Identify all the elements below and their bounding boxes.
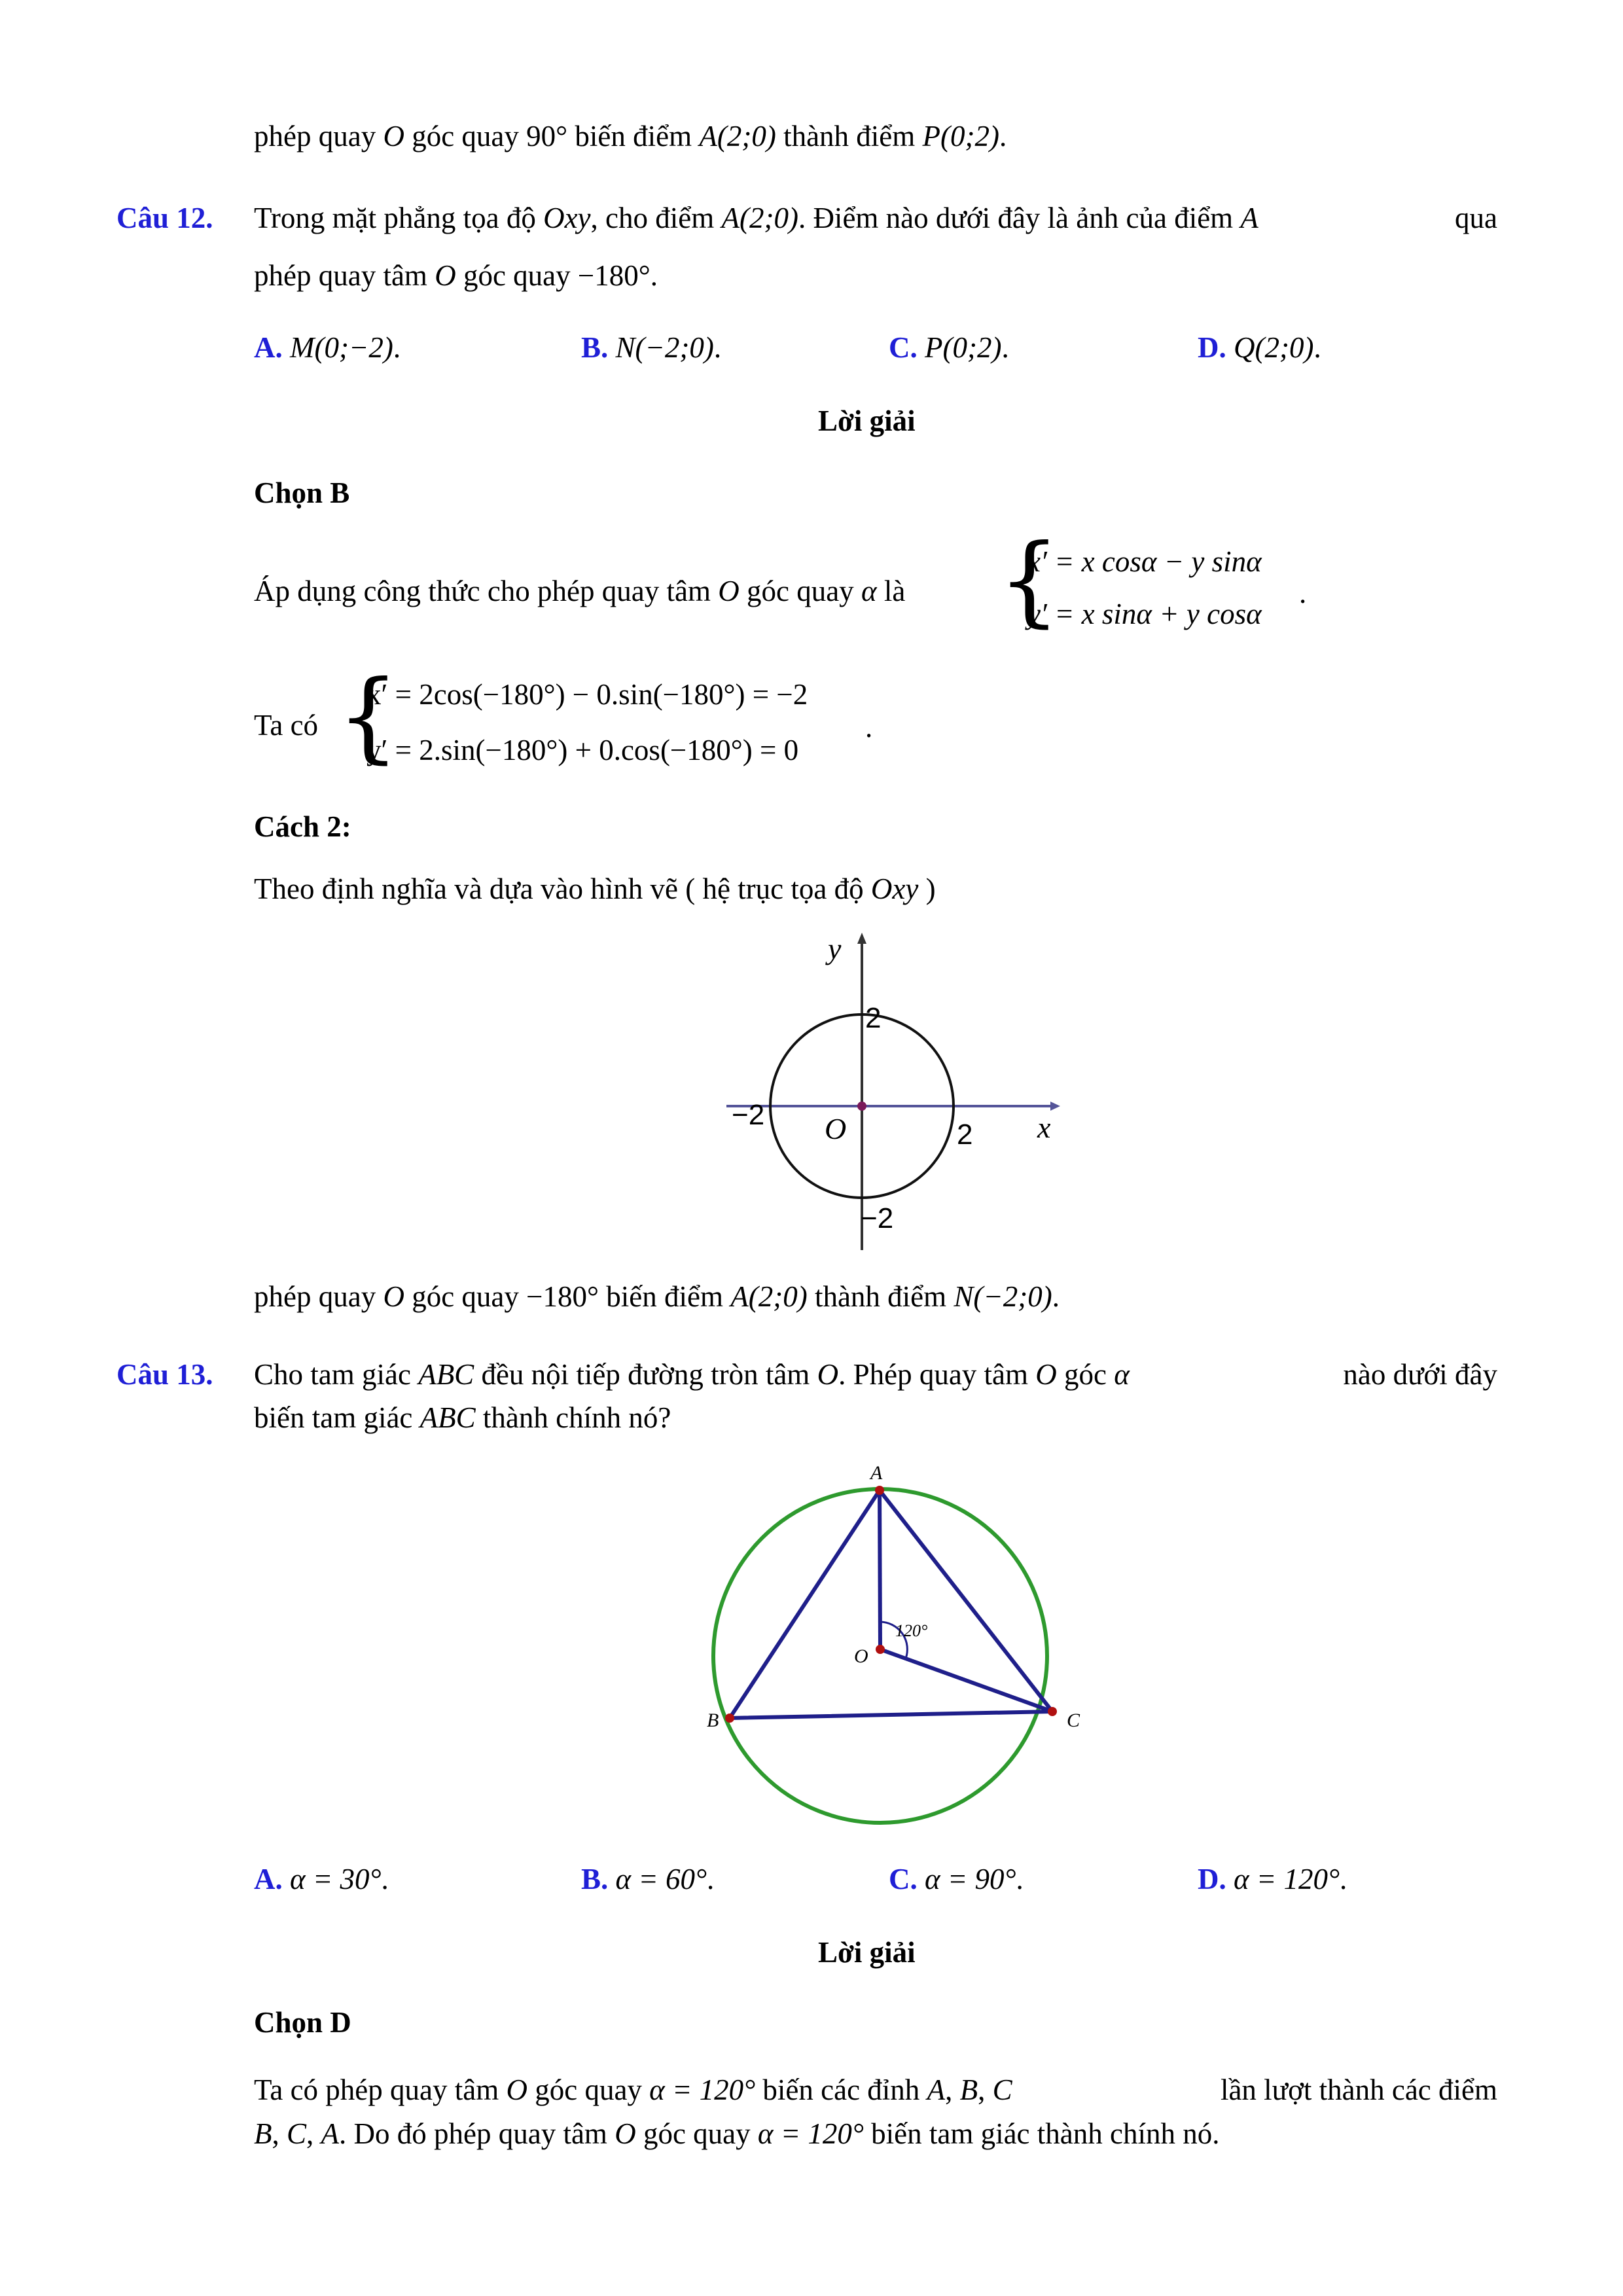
label-o: O xyxy=(854,1645,868,1667)
point-a xyxy=(875,1486,884,1495)
rotation-axes-figure xyxy=(720,929,1060,1257)
t: O xyxy=(615,2117,636,2150)
q12-formula-intro xyxy=(254,573,905,609)
q12-solution-title: Lời giải xyxy=(818,404,916,437)
q12-label: Câu 12. xyxy=(116,202,213,234)
t: góc quay xyxy=(404,1280,527,1313)
t: . Điểm nào dưới đây là ảnh của điểm xyxy=(798,202,1241,234)
t: P(0;2) xyxy=(922,120,999,152)
q12-option-b[interactable] xyxy=(581,331,721,365)
t: . xyxy=(1016,1863,1024,1895)
fig-tick-top: 2 xyxy=(865,1002,882,1034)
fig-origin-label: O xyxy=(825,1112,847,1145)
q12-option-c[interactable] xyxy=(889,331,1009,365)
t: ABC xyxy=(419,1401,476,1434)
t: , xyxy=(272,2117,287,2150)
calc-brace: { xyxy=(337,660,400,774)
q13-label: Câu 13. xyxy=(116,1358,213,1391)
t: là xyxy=(876,575,906,607)
t: O xyxy=(435,259,456,292)
t: góc xyxy=(1056,1358,1115,1391)
formula-brace: { xyxy=(998,524,1061,637)
t: B xyxy=(959,2073,978,2106)
q13-solution-title: Lời giải xyxy=(818,1936,916,1969)
t: Oxy xyxy=(870,872,919,905)
t: B xyxy=(254,2117,272,2150)
option-letter: B. xyxy=(581,331,609,364)
t: . Phép quay tâm xyxy=(838,1358,1036,1391)
option-letter: D. xyxy=(1198,1863,1226,1895)
t: N(−2;0) xyxy=(954,1280,1052,1313)
t: biến các đỉnh xyxy=(755,2073,927,2106)
t: Áp dụng công thức cho phép quay tâm xyxy=(254,575,719,607)
t: Ta có phép quay tâm xyxy=(254,2073,507,2106)
formula-line2: y′ = x sinα + y cosα xyxy=(1027,598,1262,630)
option-letter: B. xyxy=(581,1863,609,1895)
t: góc quay xyxy=(527,2073,650,2106)
calc-line2: y′ = 2.sin(−180°) + 0.cos(−180°) = 0 xyxy=(366,734,799,766)
t: . xyxy=(1313,331,1321,364)
q13-option-c[interactable] xyxy=(889,1862,1024,1896)
q12-taco: Ta có xyxy=(254,709,319,742)
t: . xyxy=(1052,1280,1060,1313)
option-text: N(−2;0) xyxy=(615,331,714,364)
t: C xyxy=(992,2073,1012,2106)
t: O xyxy=(817,1358,839,1391)
t: C xyxy=(287,2117,307,2150)
fig-tick-bottom: −2 xyxy=(861,1202,894,1234)
t: phép quay xyxy=(254,1280,383,1313)
label-c: C xyxy=(1067,1710,1080,1731)
t: . xyxy=(1001,331,1009,364)
fig-tick-right: 2 xyxy=(957,1119,973,1151)
t: α xyxy=(861,575,877,607)
t: α = 120° xyxy=(649,2073,756,2106)
q12-definition-line xyxy=(254,870,936,907)
label-angle: 120° xyxy=(895,1621,928,1640)
calc-line1: x′ = 2cos(−180°) − 0.sin(−180°) = −2 xyxy=(366,678,808,711)
t: Cho tam giác xyxy=(254,1358,419,1391)
triangle-circle-figure xyxy=(694,1460,1139,1826)
q13-choice: Chọn D xyxy=(254,2006,351,2039)
y-axis-arrow xyxy=(857,933,866,944)
t: ) xyxy=(918,872,936,905)
option-letter: A. xyxy=(254,331,283,364)
t: góc quay xyxy=(635,2117,758,2150)
t: , xyxy=(978,2073,993,2106)
t: thành chính nó? xyxy=(475,1401,671,1434)
fig-x-label: x xyxy=(1037,1111,1051,1144)
t: thành điểm xyxy=(807,1280,954,1313)
t: đều nội tiếp đường tròn tâm xyxy=(474,1358,817,1391)
intro-line xyxy=(254,118,1007,154)
t: , xyxy=(306,2117,321,2150)
option-text: α = 90° xyxy=(925,1863,1016,1895)
fig-tick-left: −2 xyxy=(732,1099,765,1131)
t: góc quay xyxy=(455,259,578,292)
t: . xyxy=(999,120,1007,152)
t: A(2;0) xyxy=(721,202,798,234)
t: , xyxy=(945,2073,960,2106)
q13-solution-line1 xyxy=(254,2072,1497,2108)
t: Oxy xyxy=(543,202,591,234)
point-b xyxy=(725,1713,734,1723)
t: 90° xyxy=(526,120,568,152)
option-text: α = 120° xyxy=(1234,1863,1340,1895)
t: A xyxy=(321,2117,340,2150)
t: biến tam giác thành chính nó. xyxy=(863,2117,1220,2150)
t: α xyxy=(1114,1358,1130,1391)
formula-period: . xyxy=(1299,577,1307,609)
t: biến điểm xyxy=(599,1280,731,1313)
option-letter: A. xyxy=(254,1863,283,1895)
t: O xyxy=(383,1280,404,1313)
t: A(2;0) xyxy=(699,120,776,152)
t: nào dưới đây xyxy=(1343,1358,1497,1391)
t: phép quay xyxy=(254,120,383,152)
t: A xyxy=(1240,202,1258,234)
t: α = 120° xyxy=(757,2117,864,2150)
q13-option-a[interactable] xyxy=(254,1862,389,1896)
t: . xyxy=(381,1863,389,1895)
formula-line1: x′ = x cosα − y sinα xyxy=(1027,545,1262,578)
t: lần lượt thành các điểm xyxy=(1220,2073,1497,2106)
fig-y-label: y xyxy=(828,932,842,965)
q12-option-a[interactable] xyxy=(254,331,401,365)
t: , cho điểm xyxy=(590,202,722,234)
t: −180° xyxy=(577,259,651,292)
t: O xyxy=(383,120,404,152)
q13-option-d[interactable] xyxy=(1198,1862,1347,1896)
origin-point xyxy=(857,1102,866,1111)
t: thành điểm xyxy=(776,120,923,152)
option-letter: D. xyxy=(1198,331,1226,364)
t: góc quay xyxy=(404,120,527,152)
t: A xyxy=(927,2073,946,2106)
q12-stem-line2 xyxy=(254,257,658,294)
option-text: α = 30° xyxy=(290,1863,382,1895)
t: biến tam giác xyxy=(254,1401,420,1434)
t: −180° xyxy=(526,1280,599,1313)
option-text: Q(2;0) xyxy=(1234,331,1314,364)
q13-stem-line2 xyxy=(254,1399,671,1436)
t: . xyxy=(393,331,401,364)
t: O xyxy=(1035,1358,1057,1391)
q12-result-line xyxy=(254,1278,1060,1315)
q12-stem-line1 xyxy=(254,200,1497,236)
t: . xyxy=(650,259,658,292)
t: phép quay tâm xyxy=(254,259,435,292)
t: Theo định nghĩa và dựa vào hình vẽ ( hệ trục tọa độ xyxy=(254,872,871,905)
t: . xyxy=(713,331,722,364)
label-b: B xyxy=(707,1710,719,1731)
option-text: α = 60° xyxy=(615,1863,707,1895)
point-o xyxy=(876,1645,885,1654)
q13-solution-line2 xyxy=(254,2115,1219,2152)
q13-option-b[interactable] xyxy=(581,1862,714,1896)
option-letter: C. xyxy=(889,1863,918,1895)
t: biến điểm xyxy=(567,120,700,152)
q13-stem-line1 xyxy=(254,1356,1497,1393)
t: A(2;0) xyxy=(730,1280,808,1313)
q12-choice: Chọn B xyxy=(254,476,350,509)
calc-period: . xyxy=(865,711,873,744)
option-letter: C. xyxy=(889,331,918,364)
x-axis-arrow xyxy=(1050,1102,1060,1111)
t: góc quay xyxy=(739,575,861,607)
q12-option-d[interactable] xyxy=(1198,331,1321,365)
t: qua xyxy=(1455,202,1497,234)
t: . xyxy=(1339,1863,1347,1895)
t: O xyxy=(506,2073,527,2106)
t: . xyxy=(707,1863,715,1895)
t: . Do đó phép quay tâm xyxy=(339,2117,615,2150)
point-c xyxy=(1048,1707,1057,1716)
t: O xyxy=(718,575,740,607)
label-a: A xyxy=(870,1462,883,1484)
t: ABC xyxy=(418,1358,474,1391)
t: Trong mặt phẳng tọa độ xyxy=(254,202,544,234)
option-text: M(0;−2) xyxy=(290,331,393,364)
q12-cach2: Cách 2: xyxy=(254,810,351,843)
option-text: P(0;2) xyxy=(925,331,1002,364)
